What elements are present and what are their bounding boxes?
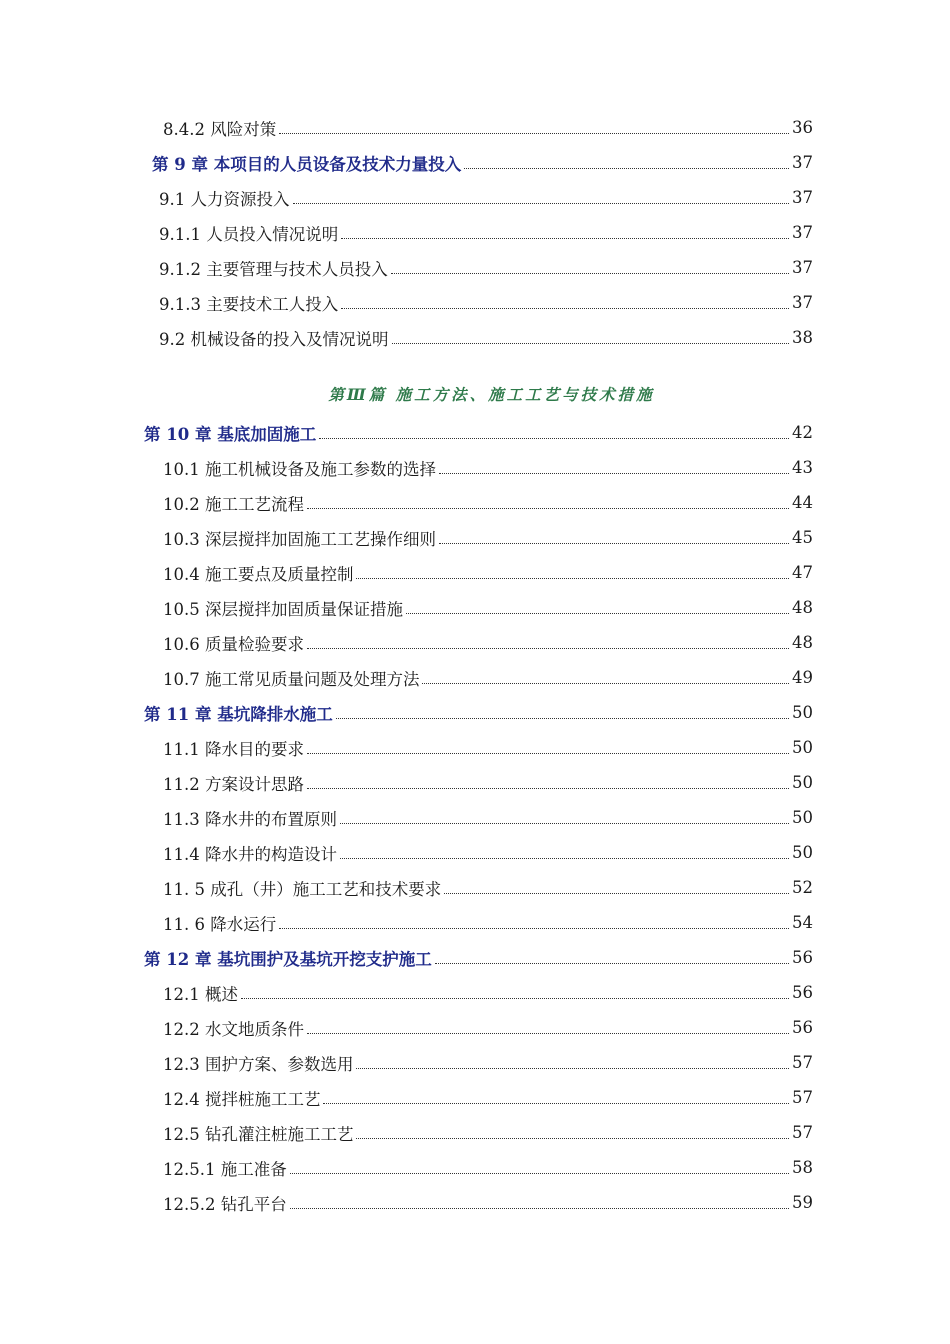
toc-entry[interactable] bbox=[163, 800, 813, 835]
toc-entry-label: 12.1 概述 bbox=[163, 984, 238, 1004]
toc-page-number: 58 bbox=[792, 1158, 813, 1177]
toc-leader-dots bbox=[444, 893, 789, 894]
toc-entry-label: 9.1 人力资源投入 bbox=[159, 189, 290, 209]
toc-entry[interactable] bbox=[163, 1010, 813, 1045]
toc-entry-label: 11. 6 降水运行 bbox=[163, 914, 277, 934]
toc-leader-dots bbox=[290, 1173, 789, 1174]
toc-page-number: 43 bbox=[792, 458, 813, 477]
toc-entry-label: 12.4 搅拌桩施工工艺 bbox=[163, 1089, 321, 1109]
toc-leader-dots bbox=[439, 473, 789, 474]
toc-entry-label: 11.4 降水井的构造设计 bbox=[163, 844, 337, 864]
toc-entry[interactable] bbox=[159, 320, 813, 355]
toc-entry[interactable] bbox=[163, 520, 813, 555]
toc-leader-dots bbox=[307, 753, 789, 754]
toc-page-number: 56 bbox=[792, 948, 813, 967]
toc-leader-dots bbox=[323, 1103, 789, 1104]
toc-entry-label: 10.3 深层搅拌加固施工工艺操作细则 bbox=[163, 529, 436, 549]
toc-entry[interactable] bbox=[163, 870, 813, 905]
toc-entry-label: 第 10 章 基底加固施工 bbox=[144, 424, 317, 444]
toc-entry[interactable] bbox=[163, 975, 813, 1010]
toc-leader-dots bbox=[319, 438, 789, 439]
toc-entry-label: 9.1.1 人员投入情况说明 bbox=[159, 224, 339, 244]
toc-entry-label: 11.1 降水目的要求 bbox=[163, 739, 304, 759]
toc-leader-dots bbox=[406, 613, 789, 614]
toc-entry-label: 10.2 施工工艺流程 bbox=[163, 494, 304, 514]
toc-page-number: 50 bbox=[792, 808, 813, 827]
toc-leader-dots bbox=[422, 683, 789, 684]
toc-page-number: 38 bbox=[792, 328, 813, 347]
toc-entry-label: 9.1.2 主要管理与技术人员投入 bbox=[159, 259, 388, 279]
toc-leader-dots bbox=[464, 168, 789, 169]
toc-entry[interactable] bbox=[163, 765, 813, 800]
toc-leader-dots bbox=[307, 508, 789, 509]
toc-entry[interactable] bbox=[159, 180, 813, 215]
toc-leader-dots bbox=[341, 238, 789, 239]
toc-chapter-entry[interactable] bbox=[144, 415, 813, 450]
toc-page-number: 37 bbox=[792, 188, 813, 207]
toc-page-number: 50 bbox=[792, 773, 813, 792]
toc-chapter-entry[interactable] bbox=[144, 695, 813, 730]
toc-page-number: 57 bbox=[792, 1088, 813, 1107]
toc-leader-dots bbox=[435, 963, 789, 964]
toc-entry-label: 12.2 水文地质条件 bbox=[163, 1019, 304, 1039]
toc-entry[interactable] bbox=[159, 285, 813, 320]
toc-entry-label: 12.3 围护方案、参数选用 bbox=[163, 1054, 354, 1074]
toc-entry[interactable] bbox=[163, 1185, 813, 1220]
toc-page-number: 50 bbox=[792, 703, 813, 722]
toc-entry[interactable] bbox=[163, 905, 813, 940]
toc-page-number: 52 bbox=[792, 878, 813, 897]
toc-page-number: 45 bbox=[792, 528, 813, 547]
toc-entry-label: 12.5.2 钻孔平台 bbox=[163, 1194, 287, 1214]
toc-page-number: 50 bbox=[792, 738, 813, 757]
toc-entry-label: 10.6 质量检验要求 bbox=[163, 634, 304, 654]
toc-page-number: 37 bbox=[792, 293, 813, 312]
toc-leader-dots bbox=[293, 203, 790, 204]
toc-entry[interactable] bbox=[163, 1045, 813, 1080]
toc-chapter-entry[interactable] bbox=[152, 145, 813, 180]
toc-entry-label: 11. 5 成孔（井）施工工艺和技术要求 bbox=[163, 879, 442, 899]
toc-entry[interactable] bbox=[163, 555, 813, 590]
toc-leader-dots bbox=[341, 308, 789, 309]
toc-leader-dots bbox=[356, 1138, 789, 1139]
toc-entry-label: 10.7 施工常见质量问题及处理方法 bbox=[163, 669, 420, 689]
toc-page-number: 37 bbox=[792, 258, 813, 277]
toc-entry[interactable] bbox=[163, 1150, 813, 1185]
toc-entry-label: 10.1 施工机械设备及施工参数的选择 bbox=[163, 459, 436, 479]
toc-page-number: 57 bbox=[792, 1053, 813, 1072]
toc-page-number: 59 bbox=[792, 1193, 813, 1212]
toc-leader-dots bbox=[356, 578, 789, 579]
toc-page-number: 48 bbox=[792, 633, 813, 652]
toc-page-number: 47 bbox=[792, 563, 813, 582]
toc-leader-dots bbox=[307, 1033, 789, 1034]
toc-entry[interactable] bbox=[163, 485, 813, 520]
toc-page-number: 37 bbox=[792, 223, 813, 242]
toc-entry[interactable] bbox=[163, 660, 813, 695]
toc-entry-label: 12.5.1 施工准备 bbox=[163, 1159, 287, 1179]
toc-page-number: 49 bbox=[792, 668, 813, 687]
toc-entry-label: 11.3 降水井的布置原则 bbox=[163, 809, 337, 829]
toc-leader-dots bbox=[279, 928, 789, 929]
toc-leader-dots bbox=[392, 343, 790, 344]
toc-page-number: 54 bbox=[792, 913, 813, 932]
toc-page-number: 57 bbox=[792, 1123, 813, 1142]
toc-entry-label: 8.4.2 风险对策 bbox=[163, 119, 277, 139]
toc-entry[interactable] bbox=[163, 450, 813, 485]
toc-entry[interactable] bbox=[163, 590, 813, 625]
toc-leader-dots bbox=[340, 858, 789, 859]
toc-leader-dots bbox=[340, 823, 789, 824]
toc-page-number: 50 bbox=[792, 843, 813, 862]
toc-entry[interactable] bbox=[163, 625, 813, 660]
toc-leader-dots bbox=[336, 718, 789, 719]
toc-entry-label: 10.5 深层搅拌加固质量保证措施 bbox=[163, 599, 403, 619]
part-heading: 第Ⅲ篇 施工方法、施工工艺与技术措施 bbox=[328, 385, 655, 404]
toc-entry-label: 10.4 施工要点及质量控制 bbox=[163, 564, 354, 584]
toc-entry[interactable] bbox=[163, 1115, 813, 1150]
toc-entry-label: 9.1.3 主要技术工人投入 bbox=[159, 294, 339, 314]
toc-leader-dots bbox=[439, 543, 789, 544]
toc-entry-label: 第 12 章 基坑围护及基坑开挖支护施工 bbox=[144, 949, 432, 969]
toc-page-number: 56 bbox=[792, 1018, 813, 1037]
toc-entry[interactable] bbox=[163, 730, 813, 765]
toc-leader-dots bbox=[290, 1208, 789, 1209]
toc-chapter-entry[interactable] bbox=[144, 940, 813, 975]
toc-page-number: 56 bbox=[792, 983, 813, 1002]
toc-leader-dots bbox=[307, 788, 789, 789]
toc-leader-dots bbox=[279, 133, 789, 134]
toc-entry-label: 9.2 机械设备的投入及情况说明 bbox=[159, 329, 389, 349]
toc-page-number: 36 bbox=[792, 118, 813, 137]
toc-page-number: 42 bbox=[792, 423, 813, 442]
toc-entry[interactable] bbox=[163, 110, 813, 145]
toc-entry[interactable] bbox=[159, 215, 813, 250]
toc-leader-dots bbox=[356, 1068, 789, 1069]
toc-entry[interactable] bbox=[159, 250, 813, 285]
toc-entry-label: 第 9 章 本项目的人员设备及技术力量投入 bbox=[152, 154, 462, 174]
toc-leader-dots bbox=[241, 998, 789, 999]
toc-page-number: 44 bbox=[792, 493, 813, 512]
toc-leader-dots bbox=[391, 273, 789, 274]
toc-entry[interactable] bbox=[163, 835, 813, 870]
toc-page-number: 48 bbox=[792, 598, 813, 617]
toc-entry[interactable] bbox=[163, 1080, 813, 1115]
toc-leader-dots bbox=[307, 648, 789, 649]
toc-page-number: 37 bbox=[792, 153, 813, 172]
toc-entry-label: 12.5 钻孔灌注桩施工工艺 bbox=[163, 1124, 354, 1144]
toc-entry-label: 第 11 章 基坑降排水施工 bbox=[144, 704, 333, 724]
toc-entry-label: 11.2 方案设计思路 bbox=[163, 774, 304, 794]
